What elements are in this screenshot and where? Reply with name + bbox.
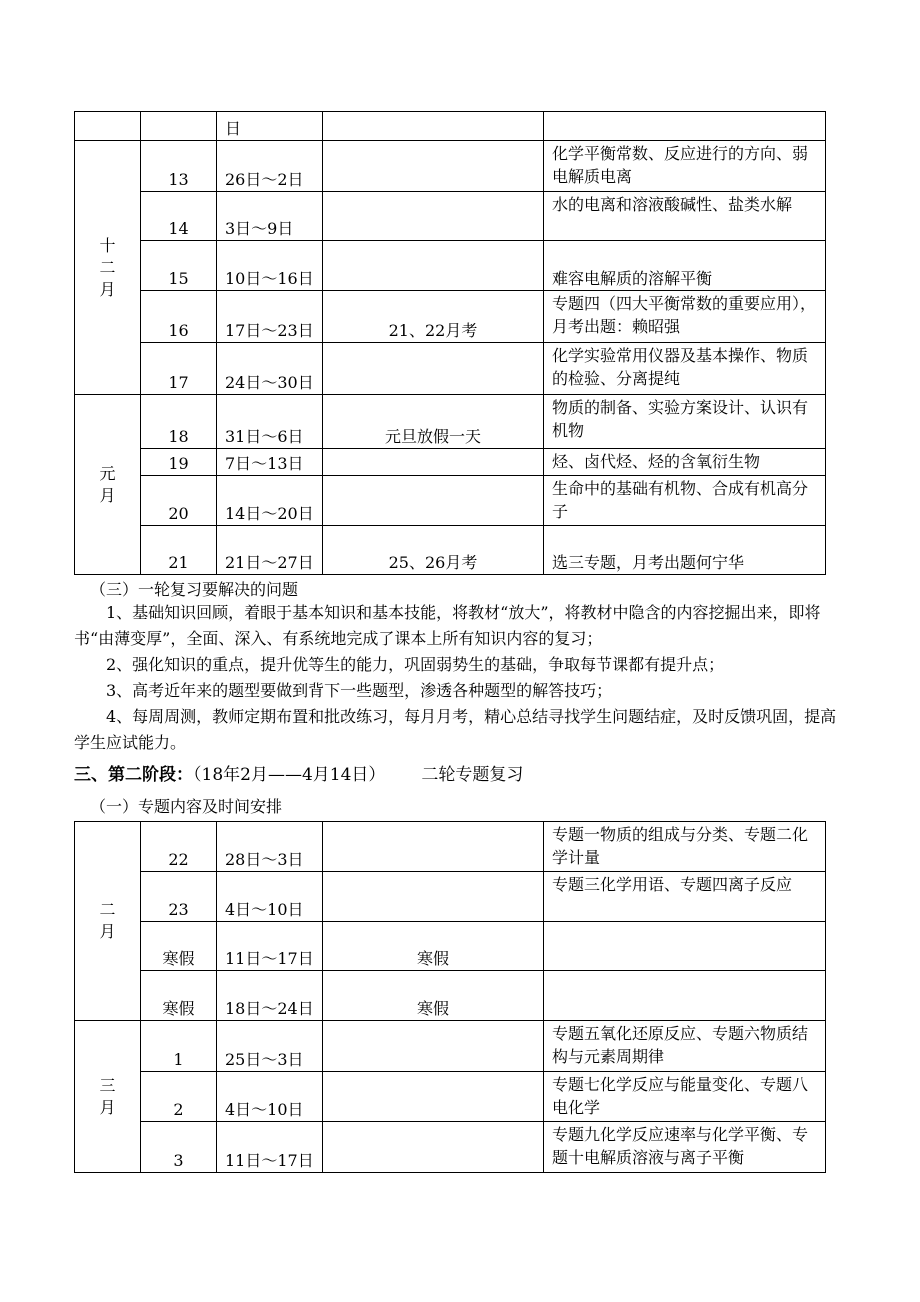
dates-cell: 31日～6日 (217, 395, 323, 449)
note-cell (323, 476, 544, 526)
dates-cell: 10日～16日 (217, 241, 323, 291)
week-cell: 13 (141, 141, 217, 192)
week-cell: 2 (141, 1072, 217, 1122)
table-row (75, 395, 826, 449)
week-cell: 16 (141, 291, 217, 343)
section-heading: （三）一轮复习要解决的问题 (90, 580, 299, 599)
table-row (75, 1021, 826, 1072)
month-cell: 十二月 (75, 141, 141, 395)
content-cell: 专题一物质的组成与分类、专题二化学计量 (544, 822, 826, 872)
content-cell: 化学实验常用仪器及基本操作、物质的检验、分离提纯 (544, 343, 826, 395)
table-row (75, 112, 826, 141)
table-row (75, 141, 826, 192)
week-cell: 20 (141, 476, 217, 526)
content-cell (544, 971, 826, 1021)
note-cell (323, 141, 544, 192)
dates-cell: 24日～30日 (217, 343, 323, 395)
table-row (75, 343, 826, 395)
table-row (75, 872, 826, 922)
note-cell (323, 449, 544, 476)
content-cell: 烃、卤代烃、烃的含氧衍生物 (544, 449, 826, 476)
dates-cell: 11日～17日 (217, 1122, 323, 1173)
content-cell: 物质的制备、实验方案设计、认识有机物 (544, 395, 826, 449)
week-cell: 18 (141, 395, 217, 449)
content-cell: 选三专题，月考出题何宁华 (544, 526, 826, 575)
paragraph: 3、高考近年来的题型要做到背下一些题型，渗透各种题型的解答技巧； (106, 681, 613, 700)
month-cell: 二月 (75, 822, 141, 1021)
table-row (75, 291, 826, 343)
week-cell (141, 112, 217, 141)
content-cell: 化学平衡常数、反应进行的方向、弱电解质电离 (544, 141, 826, 192)
content-cell: 生命中的基础有机物、合成有机高分子 (544, 476, 826, 526)
schedule-table-round1 (74, 111, 826, 575)
week-cell: 15 (141, 241, 217, 291)
week-cell: 23 (141, 872, 217, 922)
table-row (75, 241, 826, 291)
table-row (75, 1122, 826, 1173)
dates-cell: 4日～10日 (217, 1072, 323, 1122)
month-cell: 三月 (75, 1021, 141, 1173)
note-cell (323, 112, 544, 141)
note-cell (323, 872, 544, 922)
stage-topic: 二轮专题复习 (421, 765, 524, 785)
dates-cell: 17日～23日 (217, 291, 323, 343)
table-row (75, 922, 826, 971)
note-cell: 25、26月考 (323, 526, 544, 575)
note-cell (323, 1021, 544, 1072)
week-cell: 3 (141, 1122, 217, 1173)
paragraph: 4、每周周测，教师定期布置和批改练习，每月月考，精心总结寻找学生问题结症，及时反馈巩固，提高学生应试能力。 (74, 707, 837, 752)
dates-cell: 3日～9日 (217, 192, 323, 241)
content-cell: 专题五氧化还原反应、专题六物质结构与元素周期律 (544, 1021, 826, 1072)
dates-cell: 28日～3日 (217, 822, 323, 872)
content-cell: 专题三化学用语、专题四离子反应 (544, 872, 826, 922)
week-cell: 寒假 (141, 922, 217, 971)
table-row (75, 822, 826, 872)
note-cell: 寒假 (323, 922, 544, 971)
dates-cell: 25日～3日 (217, 1021, 323, 1072)
table-heading: （一）专题内容及时间安排 (90, 797, 283, 816)
stage-title: 三、第二阶段： (74, 765, 193, 785)
week-cell: 21 (141, 526, 217, 575)
note-cell: 寒假 (323, 971, 544, 1021)
note-cell (323, 1072, 544, 1122)
note-cell (323, 343, 544, 395)
dates-cell: 11日～17日 (217, 922, 323, 971)
table-row (75, 192, 826, 241)
content-cell (544, 112, 826, 141)
dates-cell: 21日～27日 (217, 526, 323, 575)
dates-cell: 14日～20日 (217, 476, 323, 526)
dates-cell: 4日～10日 (217, 872, 323, 922)
week-cell: 19 (141, 449, 217, 476)
note-cell: 21、22月考 (323, 291, 544, 343)
month-cell (75, 112, 141, 141)
month-cell: 元月 (75, 395, 141, 575)
dates-cell: 7日～13日 (217, 449, 323, 476)
table-row (75, 449, 826, 476)
week-cell: 1 (141, 1021, 217, 1072)
table-row (75, 526, 826, 575)
content-cell: 专题九化学反应速率与化学平衡、专题十电解质溶液与离子平衡 (544, 1122, 826, 1173)
content-cell: 水的电离和溶液酸碱性、盐类水解 (544, 192, 826, 241)
week-cell: 22 (141, 822, 217, 872)
dates-cell: 日 (217, 112, 323, 141)
content-cell: 难容电解质的溶解平衡 (544, 241, 826, 291)
table-row (75, 476, 826, 526)
paragraph: 2、强化知识的重点，提升优等生的能力，巩固弱势生的基础，争取每节课都有提升点； (106, 655, 725, 674)
note-cell (323, 192, 544, 241)
table-row (75, 971, 826, 1021)
schedule-table-round2 (74, 821, 826, 1173)
note-cell: 元旦放假一天 (323, 395, 544, 449)
content-cell: 专题七化学反应与能量变化、专题八电化学 (544, 1072, 826, 1122)
week-cell: 14 (141, 192, 217, 241)
content-cell: 专题四（四大平衡常数的重要应用），月考出题：赖昭强 (544, 291, 826, 343)
week-cell: 17 (141, 343, 217, 395)
dates-cell: 18日～24日 (217, 971, 323, 1021)
note-cell (323, 241, 544, 291)
stage-period: （18年2月——4月14日） (193, 765, 386, 785)
week-cell: 寒假 (141, 971, 217, 1021)
note-cell (323, 1122, 544, 1173)
note-cell (323, 822, 544, 872)
content-cell (544, 922, 826, 971)
paragraph: 1、基础知识回顾，着眼于基本知识和基本技能，将教材“放大”，将教材中隐含的内容挖掘出来，即将书“由薄变厚”，全面、深入、有系统地完成了课本上所有知识内容的复习； (74, 603, 821, 648)
dates-cell: 26日～2日 (217, 141, 323, 192)
table-row (75, 1072, 826, 1122)
stage-heading (74, 762, 523, 788)
